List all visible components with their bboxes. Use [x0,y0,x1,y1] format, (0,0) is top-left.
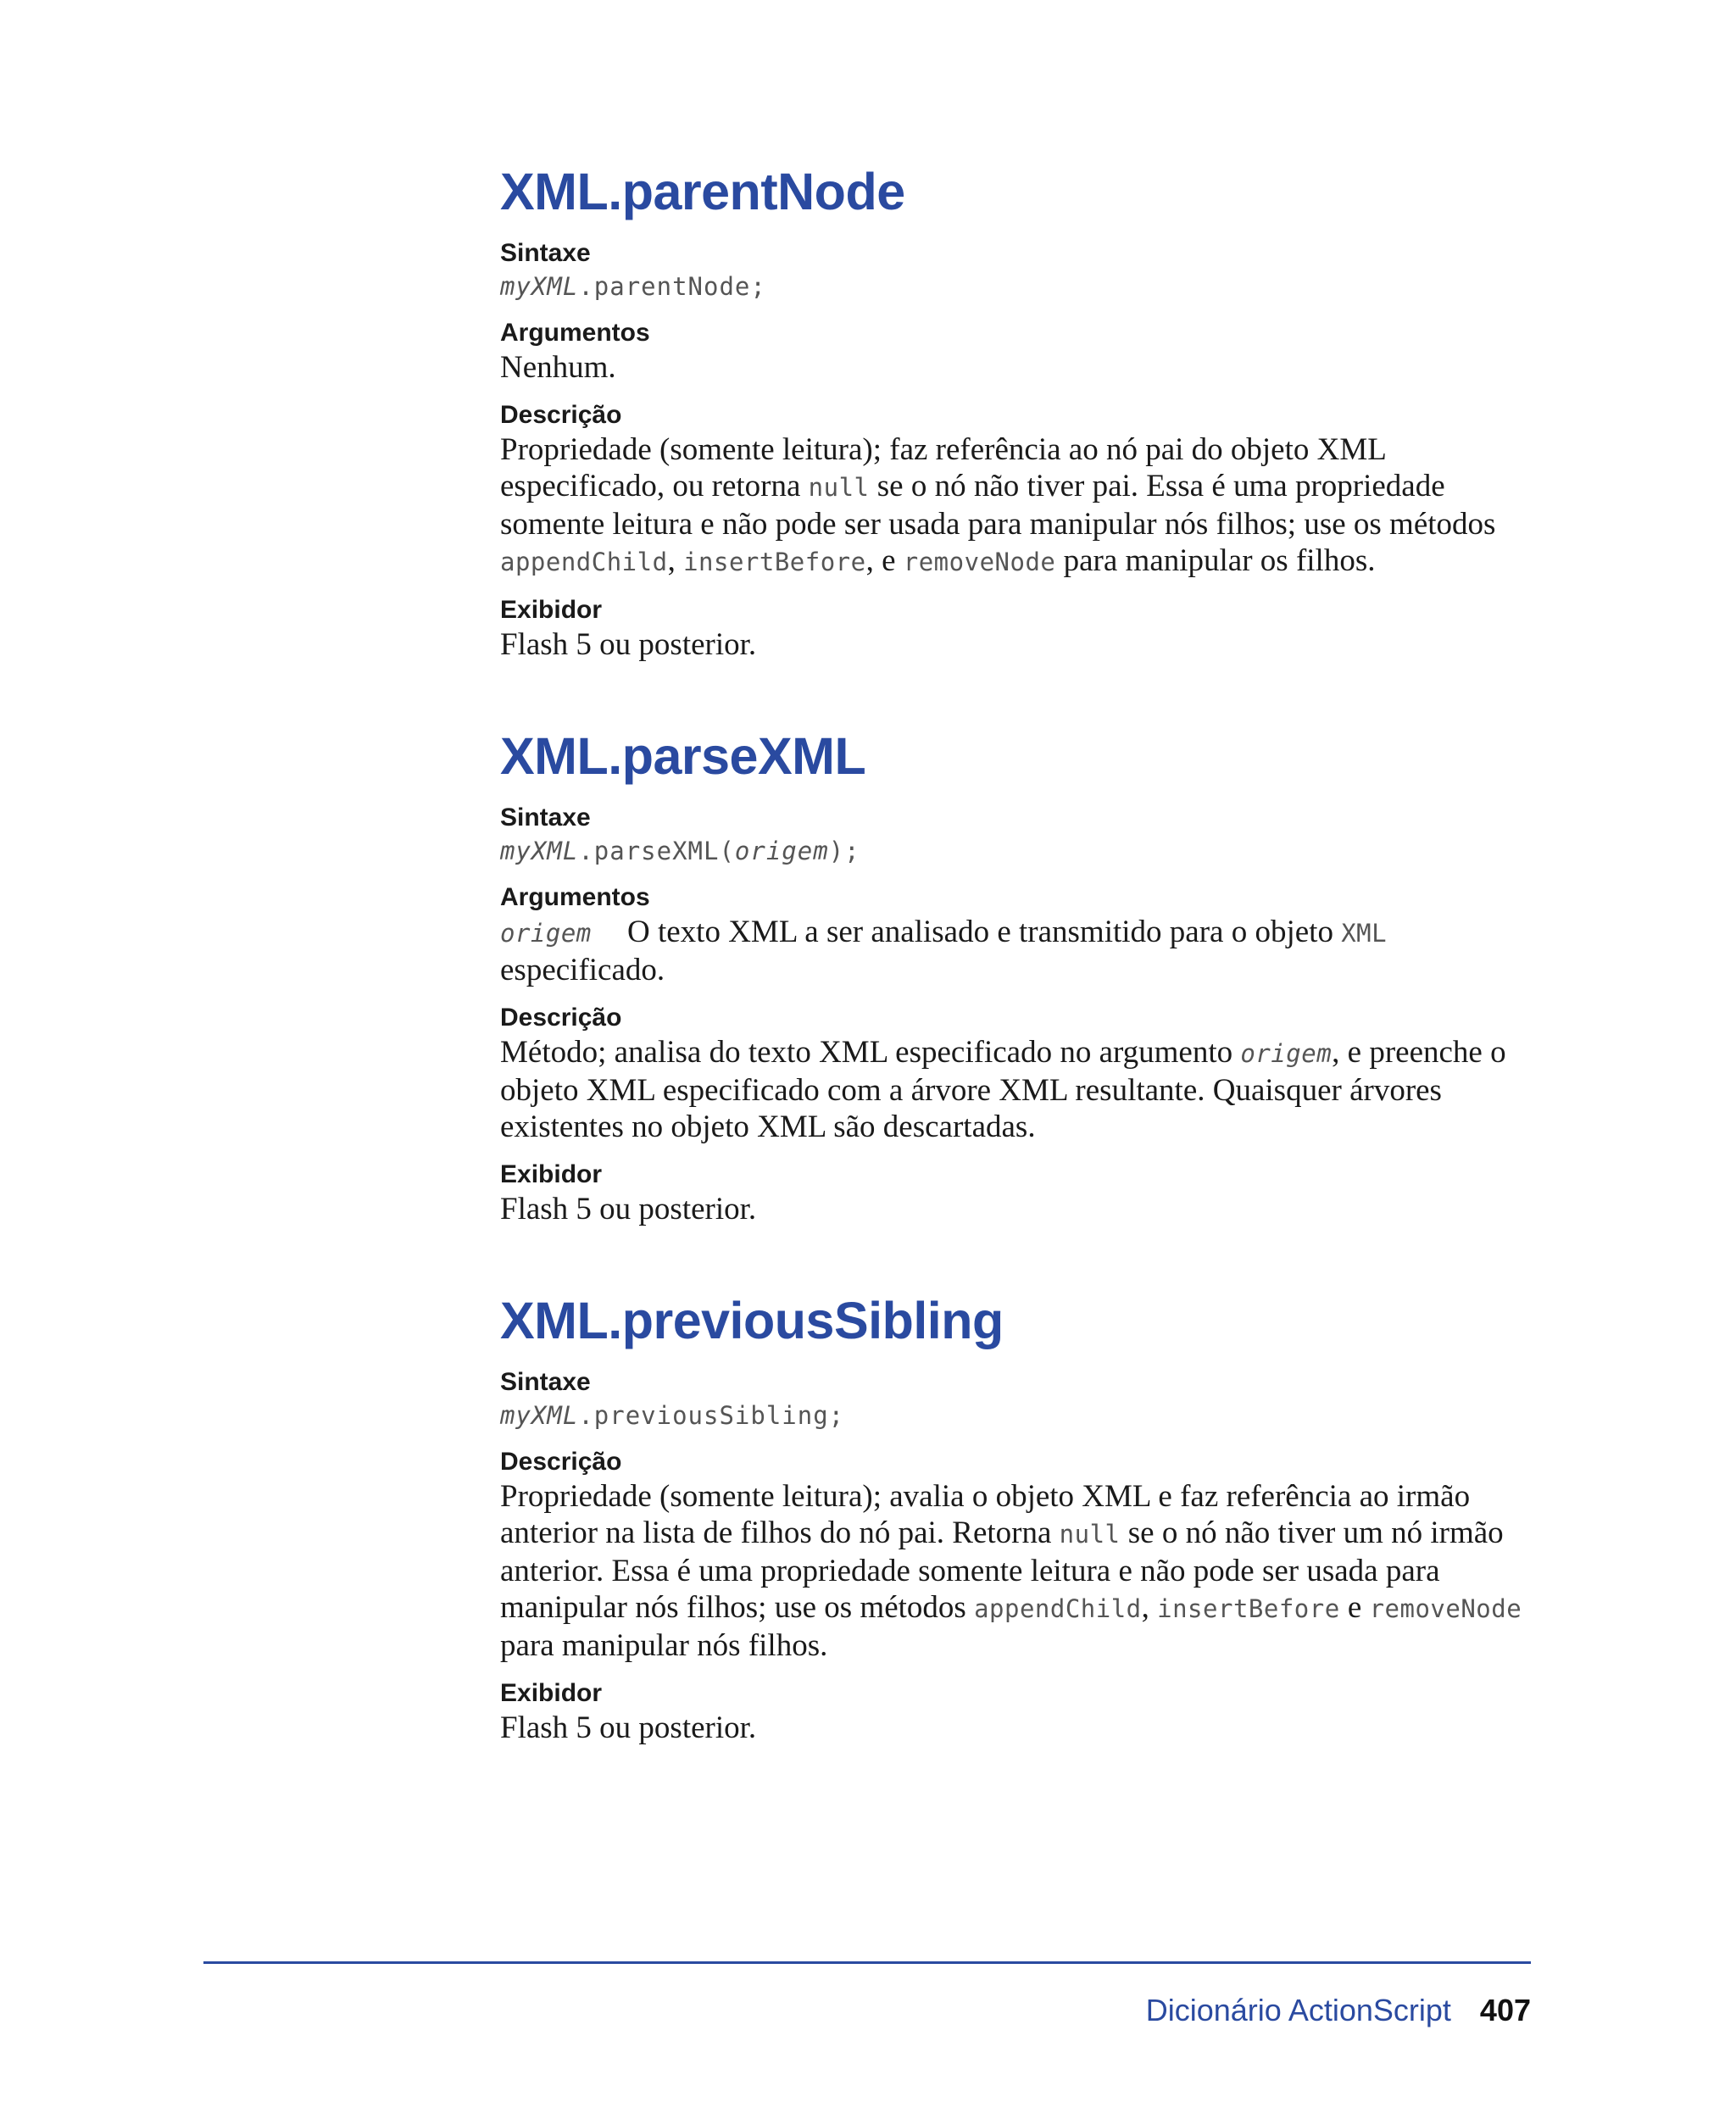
syntax-object: myXML [500,1401,579,1430]
description-part: se o nó não tiver um nó irmão anterior. Essa é uma propriedade somente leitura e não pode ser usada para manipular nós filhos; use os métodos [500,1516,1504,1625]
syntax-code [500,834,1543,868]
argument-name: origem [500,919,592,948]
page-number: 407 [1479,1993,1531,2027]
syntax-object: myXML [500,837,579,865]
code-insertbefore: insertBefore [1157,1594,1340,1623]
syntax-code [500,270,1543,303]
code-appendchild: appendChild [500,548,668,576]
syntax-end: ); [828,837,860,865]
argument-description: especificado. [500,953,665,987]
arguments-text [500,914,1543,988]
description-part: , [667,543,684,578]
code-null: null [808,473,870,502]
entry-title: XML.previousSibling [500,1292,1004,1349]
code-origem: origem [1240,1039,1333,1068]
description-part: para manipular nós filhos. [500,1628,828,1663]
description-part: se o nó não tiver pai. Essa é uma propriedade somente leitura e não pode ser usada para manipular nós filhos; use os métodos [500,469,1496,542]
description-text [500,1034,1543,1145]
entry-parsexml [500,722,1543,1227]
footer-title: Dicionário ActionScript [1145,1993,1451,2027]
player-label: Exibidor [500,596,603,624]
player-text: Flash 5 ou posterior. [500,1192,757,1226]
code-xml: XML [1341,919,1388,948]
arguments-label: Argumentos [500,319,650,347]
code-removenode: removeNode [903,548,1056,576]
player-label: Exibidor [500,1679,603,1707]
description-part: para manipular os filhos. [1055,543,1376,578]
syntax-argument: origem [734,837,829,865]
argument-description: O texto XML a ser analisado e transmitido para o objeto [627,915,1342,949]
description-text [500,431,1543,581]
description-part: , e [865,543,904,578]
player-label: Exibidor [500,1160,603,1188]
entry-previoussibling [500,1287,1543,1746]
arguments-text: Nenhum. [500,350,616,385]
arguments-label: Argumentos [500,883,650,911]
description-part: Propriedade (somente leitura); avalia o objeto XML e faz referência ao irmão anterior na lista de filhos do nó pai. Retorna [500,1479,1471,1550]
description-text [500,1478,1543,1664]
description-part: , [1141,1590,1158,1625]
entry-parentnode [500,158,1543,663]
syntax-label: Sintaxe [500,1368,591,1396]
page-footer [1146,1992,1531,2029]
code-appendchild: appendChild [974,1594,1142,1623]
entry-title: XML.parseXML [500,727,866,785]
description-part: , e preenche o objeto XML especificado com a árvore XML resultante. Quaisquer árvores existentes no objeto XML são descartadas. [500,1035,1506,1144]
description-label: Descrição [500,1448,622,1476]
entry-title: XML.parentNode [500,163,905,220]
description-part: e [1339,1590,1370,1625]
code-insertbefore: insertBefore [683,548,866,576]
player-text: Flash 5 ou posterior. [500,627,757,662]
syntax-label: Sintaxe [500,239,591,267]
description-label: Descrição [500,401,622,429]
syntax-object: myXML [500,272,579,301]
description-label: Descrição [500,1004,622,1032]
footer-divider [203,1961,1531,1964]
syntax-code [500,1399,1543,1432]
description-part: Método; analisa do texto XML especificado no argumento [500,1035,1241,1070]
syntax-member: .previousSibling; [578,1401,845,1430]
code-null: null [1059,1520,1121,1549]
player-text: Flash 5 ou posterior. [500,1710,757,1745]
description-part: Propriedade (somente leitura); faz referência ao nó pai do objeto XML especificado, ou retorna [500,432,1386,503]
syntax-label: Sintaxe [500,804,591,831]
code-removenode: removeNode [1369,1594,1522,1623]
page-content [500,158,1543,1805]
syntax-member: .parentNode; [578,272,766,301]
syntax-member: .parseXML( [578,837,735,865]
